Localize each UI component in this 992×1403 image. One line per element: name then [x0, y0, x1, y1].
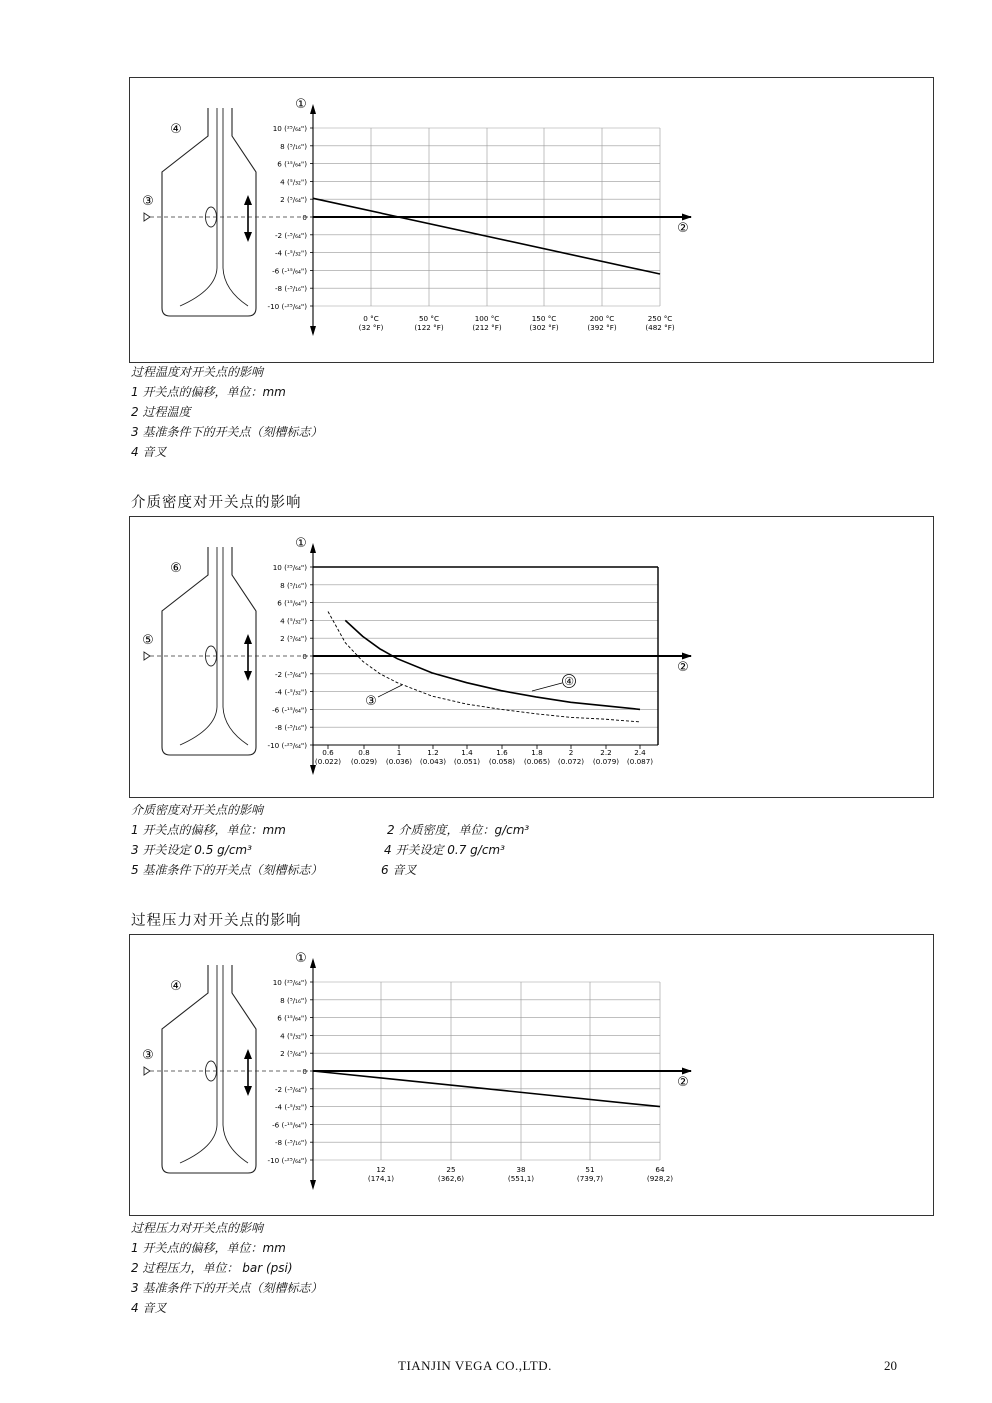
- chart-density: [130, 517, 933, 797]
- y-axis-marker: ①: [295, 951, 307, 966]
- y-tick-label: 6 (¹⁵/₆₄"): [277, 1013, 307, 1023]
- x-tick-label-secondary: (739,7): [576, 1174, 604, 1183]
- caption-temperature: [131, 362, 322, 462]
- y-tick-label: 2 (⁵/₆₄"): [280, 634, 307, 644]
- y-tick-label: 4 (⁵/₃₂"): [280, 1031, 307, 1041]
- data-series-line: [313, 198, 660, 274]
- fork-housing: [162, 108, 256, 316]
- arrow-down-icon: [244, 1086, 252, 1096]
- x-tick-label-secondary: (0.058): [488, 757, 516, 766]
- caption-line: 1 开关点的偏移，单位：mm: [131, 385, 286, 399]
- y-tick-label: -8 (-⁵/₁₆"): [274, 723, 307, 733]
- x-tick-label: 64: [655, 1165, 665, 1174]
- x-tick-label-secondary: (551,1): [507, 1174, 535, 1183]
- caption-line: 5 基准条件下的开关点（刻槽标志）: [131, 863, 323, 877]
- x-tick-label: 51: [585, 1165, 595, 1174]
- y-tick-label: 0: [302, 213, 307, 222]
- arrow-down-icon: [244, 232, 252, 242]
- caption-pressure: [131, 1218, 322, 1318]
- y-tick-label: 10 (²⁵/₆₄"): [272, 124, 307, 133]
- y-axis-marker: ①: [295, 97, 307, 112]
- fork-tine-right: [223, 108, 248, 306]
- y-axis-arrow-icon: [310, 958, 316, 968]
- y-tick-label: -4 (-⁵/₃₂"): [274, 687, 307, 697]
- x-tick-label-secondary: (0.036): [385, 757, 413, 766]
- fork-marker: ④: [170, 979, 182, 994]
- x-tick-label-secondary: (0.079): [592, 757, 620, 766]
- data-series-line: [345, 620, 640, 709]
- fork-tine-right: [223, 547, 248, 745]
- x-tick-label: 0.8: [358, 748, 370, 757]
- fork-marker: ④: [170, 122, 182, 137]
- x-tick-label: 2.4: [634, 748, 646, 757]
- caption-line: 2 介质密度，单位：g/cm³: [387, 823, 530, 837]
- arrow-up-icon: [244, 634, 252, 644]
- x-axis-marker: ②: [677, 660, 689, 675]
- leader-line: [378, 685, 402, 697]
- x-tick-label: 25: [446, 1165, 456, 1174]
- caption-line: 4 开关设定 0.7 g/cm³: [384, 843, 505, 857]
- caption-line: 4 音叉: [131, 1301, 167, 1315]
- caption-line: 2 过程压力，单位： bar (psi): [131, 1261, 293, 1275]
- chart-pressure: [130, 935, 933, 1215]
- x-tick-label-secondary: (302 °F): [529, 323, 559, 332]
- notch-triangle-icon: [144, 652, 150, 660]
- x-tick-label: 250 °C: [647, 314, 673, 323]
- caption-line: 2 过程温度: [131, 405, 191, 419]
- x-tick-label: 0.6: [322, 748, 334, 757]
- figure-pressure: [129, 934, 934, 1216]
- y-tick-label: -4 (-⁵/₃₂"): [274, 248, 307, 258]
- x-tick-label-secondary: (0.022): [314, 757, 342, 766]
- x-tick-label-secondary: (0.065): [523, 757, 551, 766]
- x-tick-label-secondary: (362,6): [437, 1174, 465, 1183]
- y-tick-label: -2 (-⁵/₆₄"): [274, 669, 307, 679]
- x-tick-label-secondary: (32 °F): [358, 323, 384, 332]
- y-tick-label: 6 (¹⁵/₆₄"): [277, 598, 307, 608]
- curve-dashed-marker: ③: [365, 694, 377, 709]
- caption-line: 介质密度对开关点的影响: [131, 803, 264, 817]
- y-axis-marker: ①: [295, 536, 307, 551]
- y-tick-label: -10 (-²⁵/₆₄"): [267, 1156, 307, 1165]
- x-tick-label-secondary: (0.087): [626, 757, 654, 766]
- x-tick-label-secondary: (0.043): [419, 757, 447, 766]
- y-tick-label: 4 (⁵/₃₂"): [280, 177, 307, 187]
- y-tick-label: 0: [302, 1067, 307, 1076]
- caption-density: [131, 800, 831, 880]
- switch-point-marker: ③: [142, 194, 154, 209]
- y-tick-label: -10 (-²⁵/₆₄"): [267, 741, 307, 750]
- caption-line: 6 音叉: [381, 863, 417, 877]
- fork-housing: [162, 965, 256, 1173]
- x-tick-label: 1.6: [496, 748, 508, 757]
- x-axis-arrow-icon: [682, 1068, 692, 1075]
- x-axis-marker: ②: [677, 1075, 689, 1090]
- y-tick-label: -8 (-⁵/₁₆"): [274, 1138, 307, 1148]
- caption-line: 过程温度对开关点的影响: [131, 365, 264, 379]
- y-axis-arrow-icon: [310, 543, 316, 553]
- x-tick-label: 200 °C: [589, 314, 615, 323]
- caption-line: 过程压力对开关点的影响: [131, 1221, 264, 1235]
- y-tick-label: 0: [302, 652, 307, 661]
- y-tick-label: 8 (⁵/₁₆"): [280, 995, 307, 1005]
- y-tick-label: 10 (²⁵/₆₄"): [272, 978, 307, 987]
- arrow-down-icon: [244, 671, 252, 681]
- x-tick-label: 2: [568, 748, 574, 757]
- section-title-density: 介质密度对开关点的影响: [131, 495, 302, 511]
- caption-line: 1 开关点的偏移，单位：mm: [131, 1241, 286, 1255]
- section-title-pressure: 过程压力对开关点的影响: [131, 913, 302, 929]
- y-tick-label: 2 (⁵/₆₄"): [280, 195, 307, 205]
- y-tick-label: -10 (-²⁵/₆₄"): [267, 302, 307, 311]
- x-axis-arrow-icon: [682, 214, 692, 221]
- notch-triangle-icon: [144, 1067, 150, 1075]
- x-tick-label-secondary: (482 °F): [645, 323, 675, 332]
- y-tick-label: -2 (-⁵/₆₄"): [274, 1084, 307, 1094]
- x-tick-label: 50 °C: [418, 314, 440, 323]
- x-tick-label-secondary: (212 °F): [472, 323, 502, 332]
- x-tick-label-secondary: (0.072): [557, 757, 585, 766]
- arrow-up-icon: [244, 195, 252, 205]
- y-tick-label: 6 (¹⁵/₆₄"): [277, 159, 307, 169]
- y-tick-label: 8 (⁵/₁₆"): [280, 141, 307, 151]
- fork-tine-right: [223, 965, 248, 1163]
- notch-triangle-icon: [144, 213, 150, 221]
- footer-company: TIANJIN VEGA CO.,LTD.: [398, 1358, 552, 1373]
- x-tick-label: 0 °C: [363, 314, 379, 323]
- caption-line: 3 基准条件下的开关点（刻槽标志）: [131, 425, 323, 439]
- y-axis-arrow-down-icon: [310, 326, 316, 336]
- x-axis-marker: ②: [677, 221, 689, 236]
- switch-point-marker: ③: [142, 1048, 154, 1063]
- y-tick-label: -8 (-⁵/₁₆"): [274, 284, 307, 294]
- chart-temperature: [130, 78, 933, 362]
- page-number: 20: [884, 1358, 897, 1373]
- arrow-up-icon: [244, 1049, 252, 1059]
- caption-line: 1 开关点的偏移，单位：mm: [131, 823, 286, 837]
- y-tick-label: -6 (-¹⁵/₆₄"): [272, 266, 307, 276]
- caption-line: 3 开关设定 0.5 g/cm³: [131, 843, 252, 857]
- x-tick-label-secondary: (122 °F): [414, 323, 444, 332]
- fork-marker: ⑥: [170, 561, 182, 576]
- y-tick-label: -4 (-⁵/₃₂"): [274, 1102, 307, 1112]
- x-tick-label: 1.2: [427, 748, 439, 757]
- y-tick-label: -6 (-¹⁵/₆₄"): [272, 705, 307, 715]
- fork-tine-left: [180, 965, 217, 1163]
- y-axis-arrow-icon: [310, 104, 316, 114]
- x-tick-label: 100 °C: [474, 314, 500, 323]
- y-tick-label: 10 (²⁵/₆₄"): [272, 563, 307, 572]
- x-tick-label: 1.4: [461, 748, 473, 757]
- x-tick-label-secondary: (0.051): [453, 757, 481, 766]
- x-tick-label-secondary: (392 °F): [587, 323, 617, 332]
- x-tick-label: 1: [396, 748, 402, 757]
- x-tick-label-secondary: (928,2): [646, 1174, 674, 1183]
- y-tick-label: -6 (-¹⁵/₆₄"): [272, 1120, 307, 1130]
- figure-temperature: [129, 77, 934, 363]
- fork-housing: [162, 547, 256, 755]
- x-tick-label: 12: [376, 1165, 386, 1174]
- y-tick-label: 8 (⁵/₁₆"): [280, 580, 307, 590]
- x-tick-label: 2.2: [600, 748, 612, 757]
- y-axis-arrow-down-icon: [310, 765, 316, 775]
- figure-density: [129, 516, 934, 798]
- x-tick-label-secondary: (174,1): [367, 1174, 395, 1183]
- curve-solid-marker: ④: [564, 675, 574, 688]
- caption-line: 4 音叉: [131, 445, 167, 459]
- y-tick-label: -2 (-⁵/₆₄"): [274, 230, 307, 240]
- x-tick-label-secondary: (0.029): [350, 757, 378, 766]
- caption-line: 3 基准条件下的开关点（刻槽标志）: [131, 1281, 323, 1295]
- x-tick-label: 38: [516, 1165, 526, 1174]
- x-tick-label: 1.8: [531, 748, 543, 757]
- switch-point-marker: ⑤: [142, 633, 154, 648]
- y-axis-arrow-down-icon: [310, 1180, 316, 1190]
- x-axis-arrow-icon: [682, 653, 692, 660]
- y-tick-label: 2 (⁵/₆₄"): [280, 1049, 307, 1059]
- leader-line: [532, 683, 562, 691]
- x-tick-label: 150 °C: [531, 314, 557, 323]
- y-tick-label: 4 (⁵/₃₂"): [280, 616, 307, 626]
